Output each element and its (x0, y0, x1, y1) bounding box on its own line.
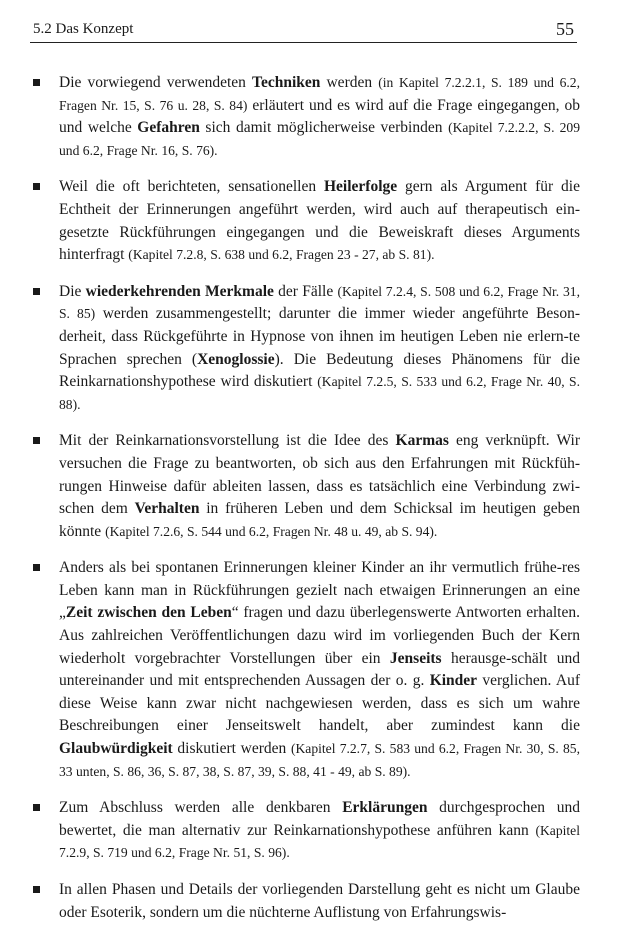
bullet-square-icon (33, 804, 40, 811)
bold-term: Techniken (252, 74, 321, 91)
section-title: 5.2 Das Konzept (33, 21, 134, 37)
reference-note: (Kapitel 7.2.8, S. 638 und 6.2, Fragen 23 - 27, ab S. 81). (128, 247, 435, 263)
list-item-text (59, 879, 584, 924)
text-run: diskutiert werden (172, 740, 291, 758)
bullet-square-icon (33, 564, 40, 571)
bold-term: Xenoglossie (197, 350, 275, 368)
bullet-square-icon (33, 437, 40, 444)
bold-term: Zeit zwischen den Leben (65, 604, 232, 622)
bullet-square-icon (33, 288, 40, 295)
text-run: eng verknüpft. Wir versuchen die Frage zu beantworten, ob sich aus den Erfahrungen mit Rückfüh-rungen Hinweise dafür ableiten lassen, dass es tatsächlich eine Verbindung zwi-schen dem (59, 432, 584, 518)
text-run: Die (59, 282, 86, 300)
list-item (30, 430, 584, 543)
list-item (30, 176, 584, 266)
bullet-square-icon (33, 183, 40, 190)
reference-note: (Kapitel 7.2.9, S. 719 und 6.2, Frage Nr. 51, S. 96). (59, 822, 584, 861)
bullet-square-icon (33, 79, 40, 86)
text-run: Weil die oft berichteten, sensationellen (59, 178, 324, 196)
text-run: Die vorwiegend verwendeten (59, 74, 253, 91)
bold-term: Verhalten (134, 500, 200, 518)
list-item (30, 879, 584, 924)
list-item (30, 557, 584, 783)
reference-note: (Kapitel 7.2.6, S. 544 und 6.2, Fragen Nr. 48 u. 49, ab S. 94). (105, 523, 438, 539)
list-item-text (59, 797, 584, 865)
text-run: werden zusammengestellt; darunter die immer wieder angeführte Beson-derheit, dass Rückgeführte in Hypnose von ihnen im heutigen Leben nie erlern-te Sprachen sprechen ( (59, 305, 584, 368)
list-item-text (59, 281, 584, 417)
reference-note: (Kapitel 7.2.2.2, S. 209 und 6.2, Frage Nr. 16, S. 76). (59, 120, 584, 158)
reference-note: (Kapitel 7.2.5, S. 533 und 6.2, Frage Nr. 40, S. 88). (59, 374, 584, 412)
bold-term: wiederkehrenden Merkmale (85, 282, 274, 300)
bold-term: Glaubwürdigkeit (59, 740, 173, 758)
reference-note: (Kapitel 7.2.7, S. 583 und 6.2, Fragen Nr. 30, S. 85, 33 unten, S. 86, 36, S. 87, 38, S. 87, 39, S. 88, 41 - 49, ab S. 89). (59, 741, 584, 779)
text-run: der Fälle (273, 282, 338, 300)
text-run: In allen Phasen und Details der vorliegenden Darstellung geht es nicht um Glaube oder Esoterik, sondern um die nüchterne Auflistung von Erfahrungswis- (59, 881, 584, 921)
list-item-text (59, 557, 584, 783)
text-run: ). Die Bedeutung dieses Phänomens für die Reinkarnationshypothese wird diskutiert (59, 350, 584, 391)
list-item-text (59, 430, 584, 543)
text-run: in früheren Leben und dem Schicksal im heutigen geben könnte (59, 500, 584, 540)
text-run: Zum Abschluss werden alle denkbaren (59, 799, 343, 817)
page-number: 55 (556, 19, 574, 39)
list-item (30, 797, 584, 865)
bold-term: Gefahren (137, 119, 200, 137)
text-run: durchgesprochen und bewertet, die man alternativ zur Reinkarnationshypothese anführen kann (59, 799, 584, 839)
reference-note: (Kapitel 7.2.4, S. 508 und 6.2, Frage Nr. 31, S. 85) (59, 283, 584, 322)
text-run: sich damit möglicherweise verbinden (199, 119, 449, 137)
bold-term: Jenseits (389, 649, 442, 667)
text-run: “ fragen und dazu überlegenswerte Antworten erhalten. Aus zahlreichen Veröffentlichungen dazu wird im vorliegenden Buch der Kern wiederholt vorgebrachter Vorstellungen über ein (59, 604, 584, 667)
bold-term: Erklärungen (342, 799, 428, 817)
text-run: gern als Argument für die Echtheit der Erinnerungen angeführt werden, wird auch auf therapeutisch ein-gesetzte Rückführungen eingegangen und die Beweiskraft dieses Arguments hinterfragt (59, 178, 584, 264)
bold-term: Heilerfolge (323, 178, 398, 196)
bullet-list (30, 72, 584, 938)
bold-term: Karmas (395, 432, 449, 450)
bullet-square-icon (33, 886, 40, 893)
text-run: verglichen. Auf diese Weise kann zwar nicht nachgewiesen werden, dass es sich um wahre Beschreibungen einer Jenseitswelt handelt, aber zumindest kann die (59, 672, 584, 735)
reference-note: (in Kapitel 7.2.2.1, S. 189 und 6.2, Fragen Nr. 15, S. 76 u. 28, S. 84) (59, 75, 584, 113)
text-run: herausge-schält und untereinander und mit entsprechenden Aussagen der o. g. (59, 649, 584, 690)
list-item (30, 281, 584, 417)
list-item-text (59, 176, 584, 266)
text-run: Anders als bei spontanen Erinnerungen kleiner Kinder an ihr vermutlich frühe-res Leben kann man in Rückführungen gezielt nach etwaigen Erinnerungen an eine „ (59, 559, 584, 622)
bold-term: Kinder (429, 672, 478, 690)
text-run: Mit der Reinkarnationsvorstellung ist die Idee des (59, 432, 396, 450)
running-header (30, 20, 577, 43)
text-run: werden (320, 74, 379, 91)
text-run: erläutert und es wird auf die Frage eingegangen, ob und welche (59, 96, 584, 137)
list-item (30, 72, 584, 162)
list-item-text (59, 72, 584, 162)
